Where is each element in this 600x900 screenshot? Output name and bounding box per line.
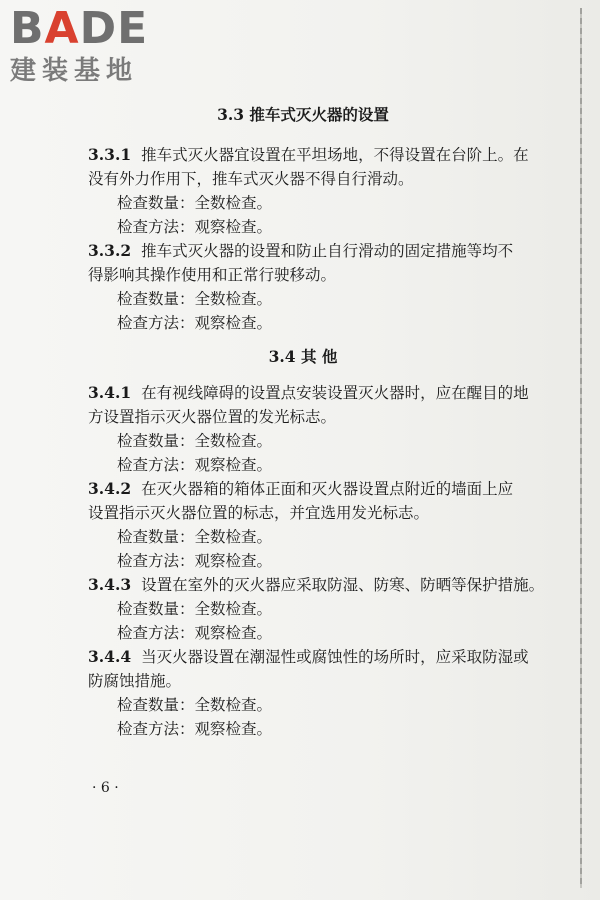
clause-3-4-2: 3.4.2 在灭火器箱的箱体正面和灭火器设置点附近的墙面上应	[88, 479, 514, 498]
watermark-logo	[10, 3, 149, 88]
check-quantity: 检查数量：全数检查。	[117, 528, 273, 546]
clause-continuation: 得影响其操作使用和正常行驶移动。	[88, 266, 337, 284]
check-method: 检查方法：观察检查。	[117, 720, 273, 738]
logo-wordmark: BADE	[10, 3, 149, 54]
clause-continuation: 设置指示灭火器位置的标志，并宜选用发光标志。	[88, 504, 430, 522]
check-method: 检查方法：观察检查。	[117, 314, 273, 332]
clause-3-4-3: 3.4.3 设置在室外的灭火器应采取防湿、防寒、防晒等保护措施。	[88, 575, 545, 594]
clause-3-4-1: 3.4.1 在有视线障碍的设置点安装设置灭火器时，应在醒目的地	[88, 383, 529, 402]
clause-continuation: 防腐蚀措施。	[88, 672, 182, 690]
clause-continuation: 没有外力作用下，推车式灭火器不得自行滑动。	[88, 170, 414, 188]
clause-3-3-2: 3.3.2 推车式灭火器的设置和防止自行滑动的固定措施等均不	[88, 241, 514, 260]
check-method: 检查方法：观察检查。	[117, 552, 273, 570]
clause-3-3-1: 3.3.1 推车式灭火器宜设置在平坦场地，不得设置在台阶上。在	[88, 145, 529, 164]
check-method: 检查方法：观察检查。	[117, 218, 273, 236]
check-quantity: 检查数量：全数检查。	[117, 290, 273, 308]
section-heading-3-4: 3.4 其 他	[268, 347, 338, 366]
check-method: 检查方法：观察检查。	[117, 624, 273, 642]
page-number: · 6 ·	[92, 780, 119, 796]
scan-edge	[580, 8, 582, 888]
check-quantity: 检查数量：全数检查。	[117, 600, 273, 618]
logo-chinese: 建装基地	[10, 56, 139, 86]
check-quantity: 检查数量：全数检查。	[117, 432, 273, 450]
clause-3-4-4: 3.4.4 当灭火器设置在潮湿性或腐蚀性的场所时，应采取防湿或	[88, 647, 529, 666]
check-quantity: 检查数量：全数检查。	[117, 194, 273, 212]
check-method: 检查方法：观察检查。	[117, 456, 273, 474]
clause-continuation: 方设置指示灭火器位置的发光标志。	[88, 408, 337, 426]
check-quantity: 检查数量：全数检查。	[117, 696, 273, 714]
section-heading-3-3: 3.3 推车式灭火器的设置	[217, 105, 389, 124]
